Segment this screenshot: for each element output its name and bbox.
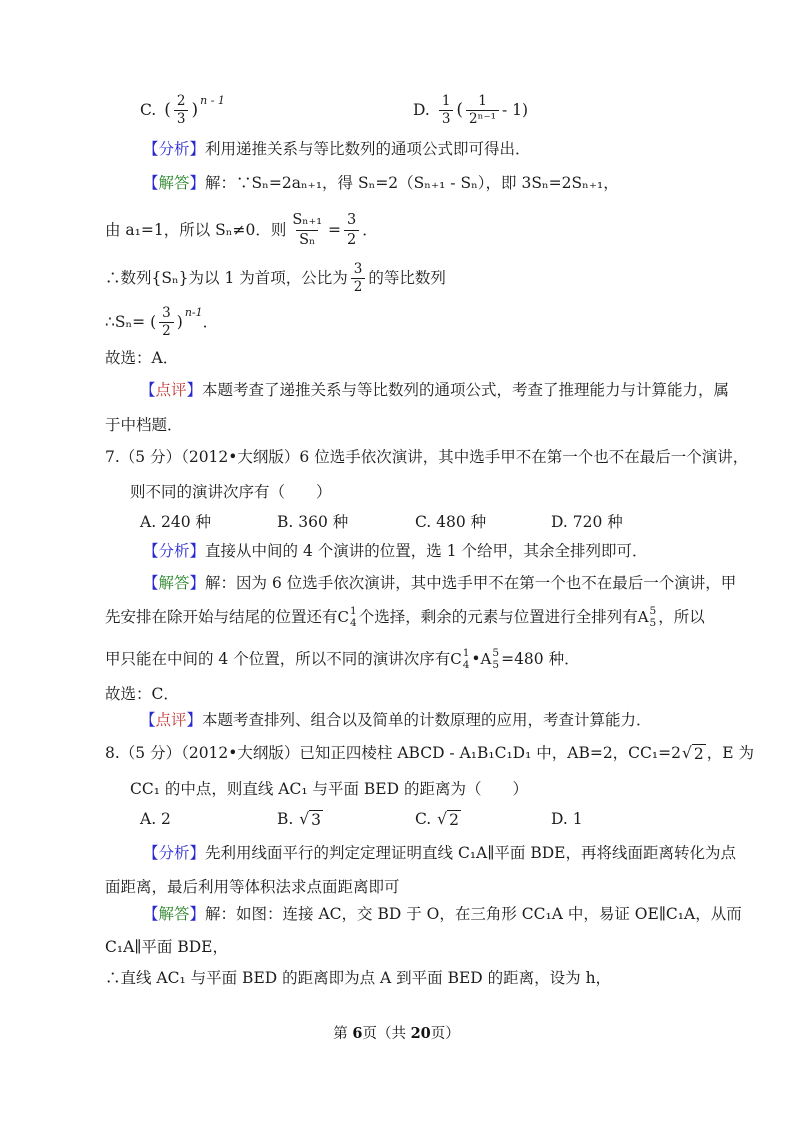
- q7-option-d: [551, 511, 623, 533]
- footer-prefix: 第: [333, 1026, 353, 1042]
- q8-stem-end: ，E 为: [706, 744, 754, 762]
- q8-analysis-line1: [143, 842, 736, 864]
- option-d-tail: - 1): [502, 101, 529, 119]
- q8-jieda-text1: 解：如图：连接 AC，交 BD 于 O，在三角形 CC₁A 中，易证 OE∥C₁A，从而: [205, 905, 742, 923]
- label-analysis: 分析: [158, 844, 190, 862]
- bracket-close: 】: [189, 574, 206, 592]
- q8-stem-line2: [130, 778, 528, 800]
- q7-analysis-line: [143, 540, 647, 562]
- q8-option-d-text: D. 1: [551, 810, 583, 828]
- q8-option-b: [277, 808, 324, 830]
- q6-l4-pre: ∴Sₙ= (: [105, 313, 157, 331]
- q7-l2-end: ，所以: [658, 608, 705, 626]
- multiplication-dot: •: [471, 650, 481, 668]
- q8-stem-text2: CC₁ 的中点，则直线 AC₁ 与平面 BED 的距离为（ ）: [130, 780, 528, 798]
- permutation-a-indices: 5 5: [492, 646, 500, 671]
- permutation-a-base: A: [637, 608, 649, 626]
- combination-c-indices: 1 4: [462, 646, 470, 671]
- radical-sign: √: [437, 810, 448, 828]
- q7-jieda-line2: [105, 598, 705, 636]
- q7-l2-pre: 先安排在除开始与结尾的位置还有: [105, 608, 338, 626]
- bracket-open: 【: [143, 140, 159, 158]
- radical-sign: √: [299, 810, 310, 828]
- q6-jieda-line1: [143, 172, 619, 194]
- q6-l2-pre: 由 a₁=1，所以 Sₙ≠0．则: [105, 221, 287, 239]
- q8-jieda-text3: ∴直线 AC₁ 与平面 BED 的距离即为点 A 到平面 BED 的距离，设为 h，: [105, 969, 612, 987]
- q8-analysis-text1: 先利用线面平行的判定定理证明直线 C₁A∥平面 BDE，再将线面距离转化为点: [205, 844, 736, 862]
- q7-dianping-line: [140, 709, 652, 731]
- q7-option-d-text: D. 720 种: [551, 513, 623, 531]
- q7-jieda-text1: 解：因为 6 位选手依次演讲，其中选手甲不在第一个也不在最后一个演讲，甲: [205, 574, 737, 592]
- paren-open: (: [456, 100, 464, 120]
- sqrt-2: √ 2: [437, 810, 459, 829]
- q8-jieda-text2: C₁A∥平面 BDE，: [105, 938, 228, 956]
- footer-suffix: 页）: [430, 1026, 460, 1042]
- q6-option-d: [413, 86, 528, 134]
- fraction-two-thirds: $\frac{2}{3}$: [174, 93, 189, 128]
- permutation-a-indices: 5 5: [649, 604, 657, 629]
- footer-total-pages: 20: [410, 1025, 431, 1042]
- q6-l3-post: 的等比数列: [368, 269, 446, 287]
- q6-dianping-line2: [105, 414, 183, 436]
- bracket-open: 【: [140, 381, 156, 399]
- q6-dianping-line1: [140, 379, 729, 401]
- paren-close: ): [191, 100, 199, 120]
- q7-stem-line1: [105, 446, 748, 468]
- q7-l2-mid: 个选择，剩余的元素与位置进行全排列有: [358, 608, 638, 626]
- q6-jieda-line2: [105, 204, 378, 256]
- paren-open: (: [164, 100, 171, 120]
- q8-analysis-line2: [105, 876, 400, 898]
- q8-option-c-label: C.: [415, 810, 437, 828]
- bracket-close: 】: [189, 844, 206, 862]
- q6-l4-end: ．: [202, 313, 219, 331]
- fraction-one-third: $\frac{1}{3}$: [439, 93, 454, 128]
- label-dianping: 点评: [155, 711, 187, 729]
- label-analysis: 分析: [158, 542, 190, 560]
- q7-jieda-line3: [105, 640, 580, 678]
- q6-analysis-line: [143, 138, 531, 160]
- q7-stem-text2: 则不同的演讲次序有（ ）: [130, 483, 332, 501]
- bracket-open: 【: [140, 711, 156, 729]
- q8-analysis-text2: 面距离，最后利用等体积法求点面距离即可: [105, 878, 400, 896]
- label-analysis: 分析: [158, 140, 190, 158]
- q6-dianping-text1: 本题考查了递推关系与等比数列的通项公式，考查了推理能力与计算能力，属: [202, 381, 730, 399]
- q7-option-c-text: C. 480 种: [415, 513, 487, 531]
- bracket-close: 】: [189, 140, 206, 158]
- bracket-open: 【: [143, 905, 159, 923]
- permutation-a-base: A: [480, 650, 492, 668]
- q8-jieda-line1: [143, 903, 742, 925]
- q7-option-b-text: B. 360 种: [277, 513, 349, 531]
- q8-stem-pre: 8.（5 分）（2012•大纲版）已知正四棱柱 ABCD - A₁B₁C₁D₁ 中，AB=2，CC₁=2: [105, 744, 681, 762]
- option-c-label: C.: [140, 101, 157, 119]
- q7-option-a: [140, 511, 211, 533]
- bracket-close: 】: [189, 905, 206, 923]
- q6-choose-text: 故选：A．: [105, 349, 179, 367]
- footer-middle: 页（共: [362, 1026, 411, 1042]
- bracket-close: 】: [186, 381, 203, 399]
- q6-analysis-text: 利用递推关系与等比数列的通项公式即可得出．: [205, 140, 531, 158]
- q8-option-d: [551, 808, 583, 830]
- bracket-open: 【: [143, 174, 159, 192]
- page-footer: [0, 1022, 793, 1043]
- q7-stem-line2: [130, 481, 332, 503]
- q8-option-c: [415, 808, 462, 830]
- q8-jieda-line2: [105, 936, 228, 958]
- q7-choose-text: 故选：C．: [105, 685, 179, 703]
- option-d-label: D.: [413, 101, 430, 119]
- q7-choose-line: [105, 683, 179, 705]
- fraction-one-over-2-pow: $\frac{1}{\text{2ⁿ⁻¹}}$: [466, 93, 499, 128]
- q7-option-a-text: A. 240 种: [140, 513, 212, 531]
- equals-sign: =: [328, 221, 342, 239]
- q6-dianping-text2: 于中档题．: [105, 416, 183, 434]
- exponent-n-minus-1: n-1: [184, 306, 203, 319]
- q6-jieda-line3: [105, 256, 446, 300]
- fraction-sn1-over-sn: $\frac{\text{Sₙ₊₁}}{\text{Sₙ}}$: [292, 212, 323, 248]
- q7-l3-result: =480 种．: [501, 650, 580, 668]
- q7-dianping-text: 本题考查排列、组合以及简单的计数原理的应用，考查计算能力．: [202, 711, 652, 729]
- q6-choose-line: [105, 347, 178, 369]
- bracket-open: 【: [143, 542, 159, 560]
- q7-jieda-line1: [143, 572, 736, 594]
- paren-close: ): [176, 313, 183, 331]
- q8-option-a-text: A. 2: [140, 810, 171, 828]
- bracket-open: 【: [143, 844, 159, 862]
- exponent-n-minus-1: n - 1: [200, 94, 225, 107]
- fraction-three-halves: $\frac{3}{2}$: [344, 211, 359, 248]
- q6-option-c: [140, 86, 225, 134]
- q6-l2-end: ．: [362, 221, 378, 239]
- q8-option-a: [140, 808, 171, 830]
- q8-option-b-label: B.: [277, 810, 299, 828]
- fraction-three-halves: $\frac{3}{2}$: [351, 261, 366, 296]
- radical-sign: √: [681, 744, 692, 762]
- sqrt-3: √ 3: [299, 810, 322, 829]
- label-jieda: 解答: [158, 174, 190, 192]
- q6-jieda-line4: [105, 300, 218, 344]
- q7-l3-pre: 甲只能在中间的 4 个位置，所以不同的演讲次序有: [105, 650, 451, 668]
- bracket-open: 【: [143, 574, 159, 592]
- q7-option-c: [415, 511, 486, 533]
- q6-jieda-text1: 解：∵Sₙ=2aₙ₊₁，得 Sₙ=2（Sₙ₊₁ - Sₙ），即 3Sₙ=2Sₙ₊₁，: [205, 174, 619, 192]
- bracket-close: 】: [189, 174, 206, 192]
- q7-option-b: [277, 511, 348, 533]
- label-jieda: 解答: [158, 905, 190, 923]
- footer-page-number: 6: [352, 1025, 363, 1042]
- bracket-close: 】: [186, 711, 203, 729]
- q7-stem-text1: 7.（5 分）（2012•大纲版）6 位选手依次演讲，其中选手甲不在第一个也不在最后一个演讲，: [105, 448, 749, 466]
- q8-jieda-line3: [105, 967, 611, 989]
- combination-c-indices: 1 4: [350, 604, 357, 629]
- sqrt-2: √ 2: [681, 744, 704, 763]
- combination-c-base: C: [337, 608, 349, 626]
- q7-analysis-text: 直接从中间的 4 个演讲的位置，选 1 个给甲，其余全排列即可．: [205, 542, 648, 560]
- bracket-close: 】: [189, 542, 206, 560]
- label-dianping: 点评: [155, 381, 187, 399]
- label-jieda: 解答: [158, 574, 190, 592]
- q6-l3-pre: ∴数列{Sₙ}为以 1 为首项，公比为: [105, 269, 348, 287]
- fraction-three-halves: $\frac{3}{2}$: [159, 305, 174, 340]
- q8-stem-line1: [105, 742, 754, 764]
- combination-c-base: C: [450, 650, 462, 668]
